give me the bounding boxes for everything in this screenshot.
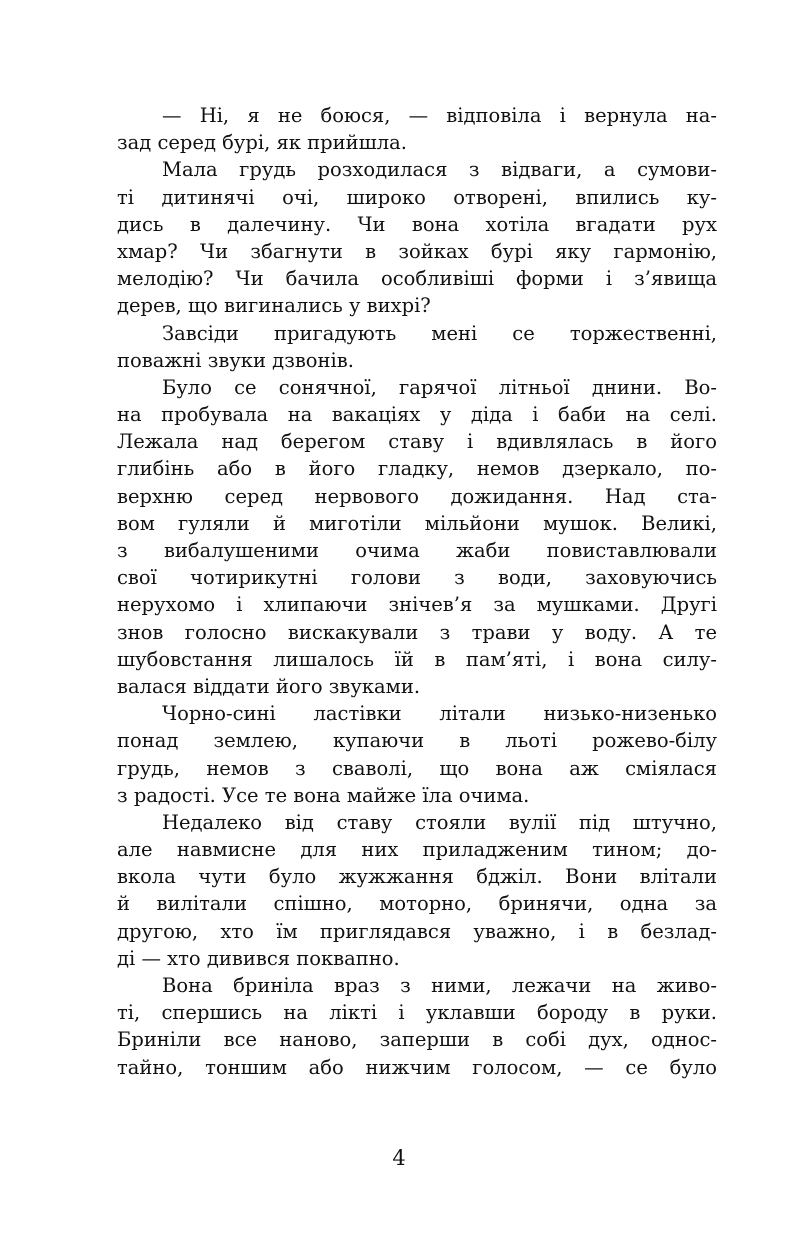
- text-line: грудь, немов з сваволі, що вона аж сміялася: [117, 756, 717, 780]
- text-line: зад серед бурі, як прийшла.: [117, 131, 407, 155]
- text-line: Було се сонячної, гарячої літньої днини. Во-: [162, 375, 717, 399]
- text-line: мелодію? Чи бачила особливіші форми і з’явища: [117, 267, 717, 291]
- page-number: 4: [392, 1146, 406, 1170]
- text-line: ті дитинячі очі, широко отворені, впились ку-: [117, 185, 717, 209]
- text-line: з вибалушеними очима жаби повиставлювали: [117, 539, 717, 562]
- text-line: вом гуляли й миготіли мільйони мушок. Великі,: [117, 511, 717, 535]
- text-line: ті, спершись на лікті і уклавши бороду в руки.: [117, 1001, 717, 1025]
- text-line: тайно, тоншим або нижчим голосом, — се було: [117, 1055, 717, 1079]
- page-body-text: [117, 102, 717, 1081]
- text-line: але навмисне для них приладженим тином; до-: [117, 838, 717, 862]
- text-line: ді — хто дивився поквапно.: [117, 946, 400, 970]
- text-line: глибінь або в його гладку, немов дзеркало, по-: [117, 457, 717, 481]
- text-line: Лежала над берегом ставу і вдивлялась в його: [117, 430, 717, 454]
- text-line: Завсіди пригадують мені се торжественні,: [162, 321, 717, 345]
- text-line: — Ні, я не боюся, — відповіла і вернула на-: [162, 104, 717, 127]
- text-line: Мала грудь розходилася з відваги, а сумови-: [162, 158, 717, 182]
- text-line: свої чотирикутні голови з води, заховуючись: [117, 566, 717, 590]
- text-line: вкола чути було жужжання бджіл. Вони влітали: [117, 865, 717, 889]
- text-line: Бриніли все наново, заперши в собі дух, однос-: [117, 1028, 717, 1052]
- text-line: Недалеко від ставу стояли вулії під штучно,: [162, 810, 717, 834]
- text-line: дись в далечину. Чи вона хотіла вгадати рух: [117, 212, 717, 236]
- text-line: шубовстання лишалось їй в пам’яті, і вона силу-: [117, 647, 717, 671]
- text-line: валася віддати його звуками.: [117, 674, 421, 698]
- text-line: Вона бриніла враз з ними, лежачи на живо-: [162, 974, 717, 997]
- text-line: Чорно-сині ластівки літали низько-низенько: [162, 702, 717, 726]
- text-line: й вилітали спішно, моторно, бринячи, одна за: [117, 892, 717, 916]
- text-line: з радості. Усе те вона майже їла очима.: [117, 783, 530, 807]
- text-line: хмар? Чи збагнути в зойках бурі яку гармонію,: [117, 239, 717, 263]
- text-line: на пробувала на вакаціях у діда і баби на селі.: [117, 403, 717, 427]
- text-line: верхню серед нервового дожидання. Над ста-: [117, 484, 717, 508]
- text-line: дерев, що вигинались у вихрі?: [117, 294, 431, 318]
- text-line: поважні звуки дзвонів.: [117, 348, 354, 372]
- text-line: нерухомо і хлипаючи знічев’я за мушками. Другі: [117, 593, 717, 617]
- text-line: понад землею, купаючи в льоті рожево-білу: [117, 729, 717, 753]
- text-line: другою, хто їм приглядався уважно, і в безлад-: [117, 919, 717, 943]
- text-line: знов голосно вискакували з трави у воду. А те: [117, 620, 717, 644]
